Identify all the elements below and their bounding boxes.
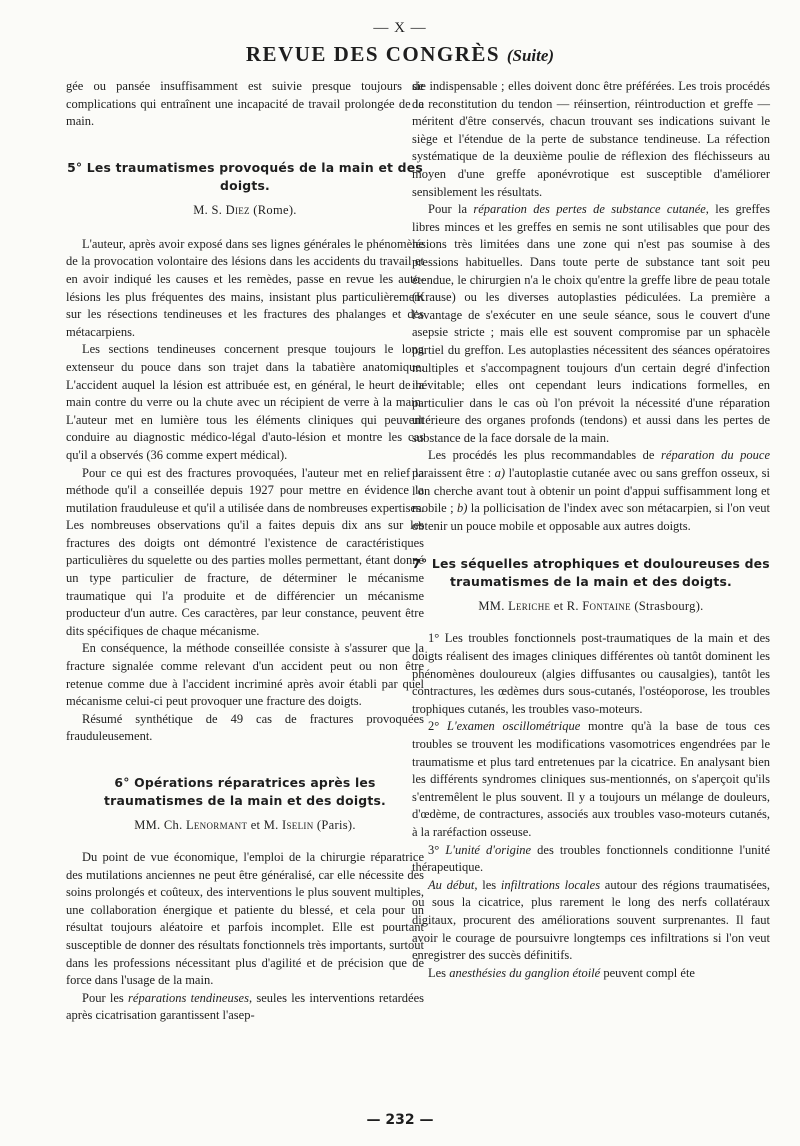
paragraph: Les anesthésies du ganglion étoilé peuvent compl éte	[428, 965, 695, 980]
section-7-author: MM. Leriche et R. Fontaine (Strasbourg).	[478, 599, 704, 614]
paragraph: 3° L'unité d'origine des troubles fonctionnels conditionne l'unité thérapeutique.	[412, 842, 770, 875]
section-5-title: 5° Les traumatismes provoqués de la main et des doigts.	[67, 159, 423, 193]
left-column	[66, 78, 424, 1025]
paragraph: En conséquence, la méthode conseillée consiste à s'assurer que la fracture signalée comme relevant d'un accident peut ou non être retenue comme due à l'accident incriminé après avoir établi par quel mécanisme celui-ci peut provoquer une fracture des doigts.	[66, 641, 424, 709]
paragraph: Les sections tendineuses concernent presque toujours le long extenseur du pouce dans son trajet dans la tabatière anatomique. L'accident auquel la lésion est attribuée est, en général, le heurt de la main contre du verre ou la chute avec un récipient de verre à la main. L'auteur met en lumière tous les éléments cliniques qui peuvent conduire au diagnostic médico-légal d'auto-lésion et montre les cas qu'il a observés (36 comme expert médical).	[66, 342, 424, 462]
roman-page-number: — X —	[373, 20, 427, 36]
paragraph: L'auteur, après avoir exposé dans ses lignes générales le phénomène de la provocation volontaire des lésions dans les accidents du travail et en avoir indiqué les causes et les remèdes, passe en revue les auto-lésions les plus fréquentes des mains, insistant plus particulièrement sur les résections tendineuses et les fractures des phalanges et des métacarpiens.	[66, 236, 424, 339]
paragraph: sie indispensable ; elles doivent donc être préférées. Les trois procédés de reconstitution du tendon — réinsertion, réintroduction et greffe — méritent d'être conservés, chacun trouvant ses indications suivant le siège et l'étendue de la perte de substance tendineuse. La réfection systématique de la deuxième poulie de réflexion des fléchisseurs au moyen d'une greffe aponévrotique est susceptible d'améliorer sensiblement les résultats.	[412, 79, 770, 199]
paragraph: 2° L'examen oscillométrique montre qu'à la base de tous ces troubles se trouvent les modifications vasomotrices engendrées par le traumatisme et plus tard entretenues par la cicatrice. En analysant bien les différents syndromes cliniques sus-mentionnés, on s'aperçoit qu'ils s'entremêlent le plus souvent. Il y a toujours un mélange de douleurs, d'œdème, de contractures, associés aux troubles vaso-moteurs cutanés, à la raréfaction osseuse.	[412, 719, 771, 839]
paragraph: Résumé synthétique de 49 cas de fractures provoquées frauduleusement.	[66, 711, 424, 744]
paragraph: Pour la réparation des pertes de substance cutanée, les greffes libres minces et les greffes en semis ne sont utilisables que pour des lésions très limitées dans une zone qui n'est pas soumise à des pressions habituelles. Dans toute perte de substance tant soit peu étendue, le chirurgien n'a le choix qu'entre la greffe libre de peau totale (Krause) ou les diverses autoplasties pédiculées. La première a l'avantage de s'exécuter en une seule séance, sous le couvert d'une asepsie stricte ; mais elle est souvent compromise par un sphacèle partiel du greffon. Les autoplasties nécessitent des séances opératoires multiples et s'accompagnent toujours d'un certain degré d'infection inévitable; elles ont cependant leurs indications formelles, en particulier dans le cas où l'on prévoit la nécessité d'une réparation ultérieure des organes profonds (tendons) et aussi dans les pertes de substance de la face dorsale de la main.	[412, 202, 770, 445]
running-head-suffix: (Suite)	[506, 46, 555, 65]
page-number: — 232 —	[366, 1112, 434, 1128]
paragraph: Pour les réparations tendineuses, seules les interventions retardées après cicatrisation garantissent l'asep-	[66, 990, 424, 1023]
right-column	[412, 78, 770, 982]
section-6-title: 6° Opérations réparatrices après les traumatismes de la main et des doigts.	[104, 775, 386, 808]
paragraph: Du point de vue économique, l'emploi de la chirurgie réparatrice des mutilations anciennes ne peut être généralisé, car elle nécessite des soins prolongés et coûteux, des interventions le plus souvent multiples, une collaboration énergique et patiente du blessé, et cela pour un résultat toujours aléatoire et parfois incomplet. Elle est pourtant susceptible de donner des résultats fonctionnels très importants, surtout dans les professions nécessitant plus d'agilité et de précision que de force dans l'usage de la main.	[66, 850, 424, 988]
paragraph: 1° Les troubles fonctionnels post-traumatiques de la main et des doigts réalisent des images cliniques différentes où tantôt dominent les phénomènes douloureux (algies diffusantes ou causalgies), tantôt les contractures, les œdèmes durs sous-cutanés, l'ostéoporose, les troubles trophiques cutanés, les troubles vaso-moteurs.	[412, 631, 770, 716]
paragraph: Au début, les infiltrations locales autour des régions traumatisées, ou sous la cicatrice, plus rarement le long des nerfs collatéraux digitaux, procurent des améliorations souvent surprenantes. Il faut avoir le courage de poursuivre longtemps ces infiltrations si l'on veut enregistrer des succès définitifs.	[412, 877, 770, 963]
running-head-title: REVUE DES CONGRÈS	[245, 42, 501, 66]
section-6-author: MM. Ch. Lenormant et M. Iselin (Paris).	[134, 818, 356, 832]
paragraph: Les procédés les plus recommandables de réparation du pouce paraissent être : a) l'autoplastie cutanée avec ou sans greffon osseux, si l'on cherche avant tout à obtenir un point d'appui suffisamment long et mobile ; b) la pollicisation de l'index avec son métacarpien, si l'on veut obtenir un pouce mobile et opposable aux autres doigts.	[412, 448, 770, 533]
section-7-title: 7° Les séquelles atrophiques et douloureuses des traumatismes de la main et des doigts.	[412, 556, 770, 590]
section-5-author: M. S. Diez (Rome).	[193, 202, 297, 217]
paragraph: gée ou pansée insuffisamment est suivie presque toujours de complications qui entraînent une incapacité de travail prolongée de la main.	[66, 79, 424, 129]
paragraph: Pour ce qui est des fractures provoquées, l'auteur met en relief la méthode qu'il a conseillée depuis 1927 pour mettre en évidence la mutilation frauduleuse et qu'il a utilisée dans de nombreuses expertises. Les nombreuses observations qu'il a faites depuis dix ans sur les fractures des doigts ont démontré l'existence de caractéristiques particulières du squelette ou des parties molles permettant, étant donné un type particulier de fracture, de déterminer le mécanisme traumatique qui l'a produite et de différencier un mécanisme producteur d'un autre. Ces caractères, par leur constance, peuvent être dits spécifiques de chaque mécanisme.	[66, 465, 424, 638]
running-head	[0, 42, 800, 67]
